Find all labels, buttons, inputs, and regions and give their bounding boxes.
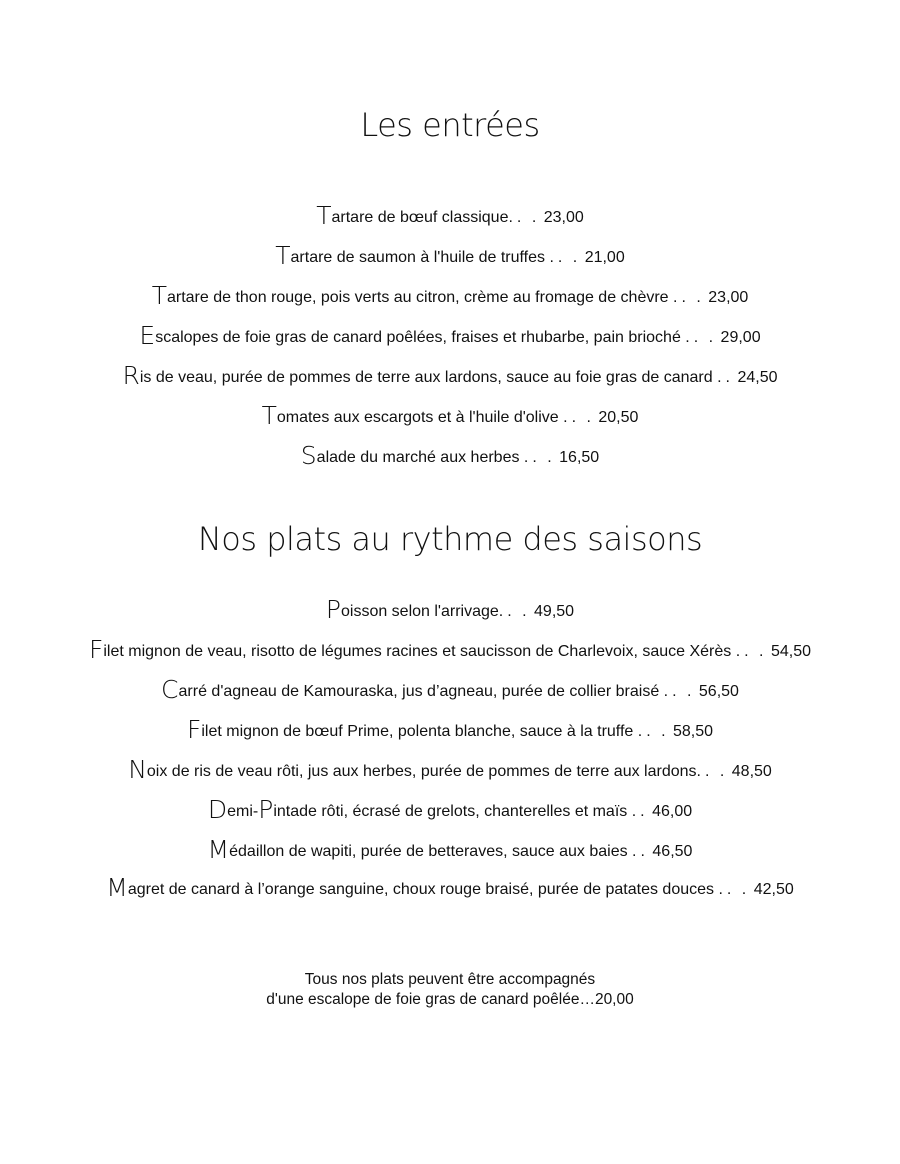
item-initial: T (316, 201, 331, 230)
item-name: agret de canard à l’orange sanguine, choux rouge braisé, purée de patates douces . (127, 881, 723, 898)
item-initial: T (261, 401, 276, 430)
item-initial: R (122, 361, 139, 390)
item-name: alade du marché aux herbes . (316, 449, 529, 466)
item-dots: . . (571, 409, 594, 426)
item-price: 56,50 (698, 683, 739, 700)
item-initial: P (258, 795, 273, 824)
menu-item (0, 361, 900, 390)
item-price: 48,50 (731, 763, 772, 780)
item-initial: D (207, 795, 227, 824)
item-initial: S (300, 441, 316, 470)
item-dots: . . (704, 763, 728, 780)
item-name: arré d'agneau de Kamouraska, jus d’agneau, purée de collier braisé . (178, 683, 669, 700)
item-price: 29,00 (720, 329, 761, 346)
item-price: 49,50 (534, 603, 575, 620)
item-dots: . . (693, 329, 717, 346)
item-dots: . . (726, 881, 750, 898)
item-name: intade rôti, écrasé de grelots, chanterelles et maïs . (273, 803, 637, 820)
item-name: emi- (227, 803, 259, 820)
item-price: 42,50 (753, 881, 794, 898)
menu-item (0, 201, 900, 230)
menu-item (0, 241, 900, 270)
section-title-entrees: Les entrées (360, 106, 540, 144)
item-initial: C (161, 675, 178, 704)
item-initial: M (106, 873, 127, 902)
menu-item (0, 715, 900, 744)
item-price: 20,50 (598, 409, 639, 426)
item-initial: N (128, 755, 146, 784)
item-price: 23,00 (708, 289, 749, 306)
item-price: 23,00 (543, 209, 584, 226)
menu-item (0, 635, 900, 664)
item-price: 46,00 (652, 803, 693, 820)
item-dots: . . (744, 643, 767, 660)
item-name: ilet mignon de veau, risotto de légumes racines et saucisson de Charlevoix, sauce Xérès . (103, 643, 741, 660)
item-initial: F (186, 715, 201, 744)
item-dots: . . (557, 249, 581, 266)
item-price: 46,50 (652, 843, 693, 860)
item-price: 16,50 (559, 449, 600, 466)
item-dots: . . (681, 289, 704, 306)
menu-item (0, 873, 900, 902)
item-initial: P (325, 595, 340, 624)
item-initial: E (139, 321, 155, 350)
item-name: édaillon de wapiti, purée de betteraves, sauce aux baies . (229, 843, 637, 860)
item-dots: . (640, 843, 648, 860)
footer-note (0, 970, 900, 1010)
item-price: 21,00 (584, 249, 625, 266)
note-line-2: d'une escalope de foie gras de canard poêlée…20,00 (266, 991, 634, 1008)
menu-item (0, 755, 900, 784)
item-dots: . . (532, 449, 555, 466)
item-name: is de veau, purée de pommes de terre aux lardons, sauce au foie gras de canard . (139, 369, 722, 386)
item-name: oisson selon l'arrivage. (340, 603, 504, 620)
note-line-1: Tous nos plats peuvent être accompagnés (304, 971, 596, 988)
item-dots: . . (646, 723, 669, 740)
item-price: 24,50 (737, 369, 778, 386)
item-initial: F (88, 635, 103, 664)
item-price: 54,50 (770, 643, 811, 660)
menu-item (0, 835, 900, 864)
menu-item (0, 795, 900, 824)
item-dots: . . (507, 603, 530, 620)
section-title-plats: Nos plats au rythme des saisons (197, 520, 703, 558)
item-name: oix de ris de veau rôti, jus aux herbes, purée de pommes de terre aux lardons. (146, 763, 701, 780)
item-dots: . . (672, 683, 695, 700)
item-name: artare de saumon à l'huile de truffes . (290, 249, 554, 266)
menu-item (0, 675, 900, 704)
menu-item (0, 441, 900, 470)
item-name: omates aux escargots et à l'huile d'olive . (276, 409, 568, 426)
item-name: artare de bœuf classique. (331, 209, 513, 226)
item-name: artare de thon rouge, pois verts au citron, crème au fromage de chèvre . (166, 289, 678, 306)
item-price: 58,50 (672, 723, 714, 740)
item-dots: . . (516, 209, 540, 226)
menu-item (0, 321, 900, 350)
menu-item (0, 281, 900, 310)
item-dots: . (725, 369, 733, 386)
item-name: scalopes de foie gras de canard poêlées, fraises et rhubarbe, pain brioché . (155, 329, 690, 346)
item-name: ilet mignon de bœuf Prime, polenta blanche, sauce à la truffe . (201, 723, 643, 740)
item-initial: T (151, 281, 166, 310)
item-initial: M (207, 835, 229, 864)
menu-item (0, 401, 900, 430)
menu-item (0, 595, 900, 624)
item-dots: . (640, 803, 648, 820)
item-initial: T (275, 241, 290, 270)
